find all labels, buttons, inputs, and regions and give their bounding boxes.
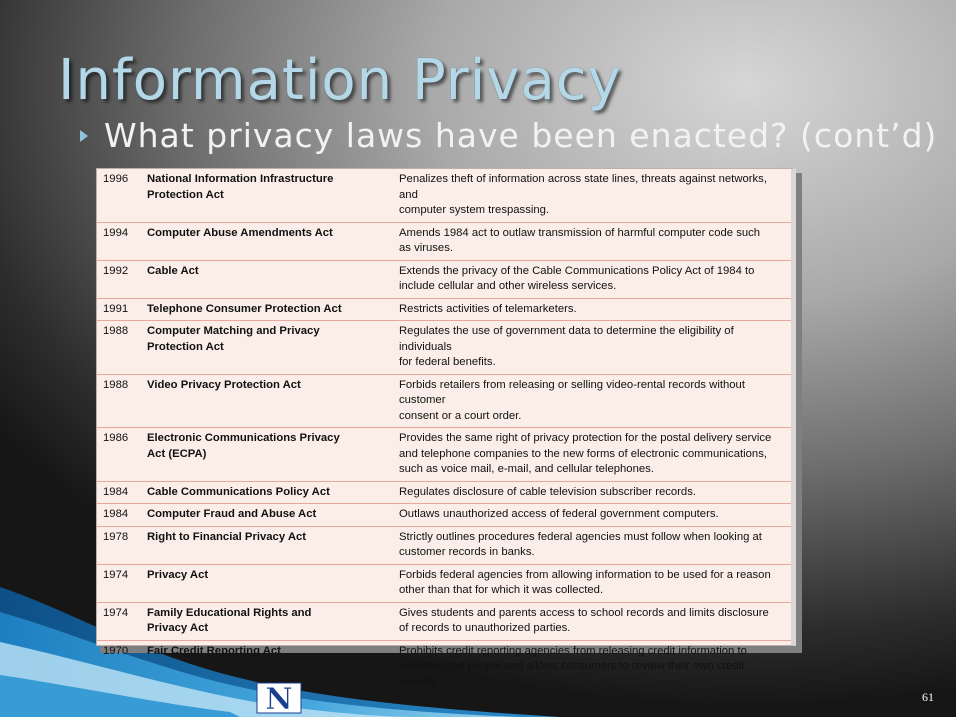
law-description [395, 222, 791, 260]
law-year: 1988 [97, 374, 143, 428]
law-year: 1974 [97, 602, 143, 640]
law-name-line: Computer Matching and Privacy [147, 325, 320, 337]
law-description-line: Forbids retailers from releasing or selling video-rental records without customer [399, 378, 745, 406]
law-description [395, 169, 791, 222]
law-description-line: Restricts activities of telemarketers. [399, 302, 577, 315]
law-name-line: Family Educational Rights and [147, 606, 312, 619]
law-description-line: of records to unauthorized parties. [399, 622, 571, 634]
law-name-line: Privacy Act [147, 568, 209, 581]
table-row [97, 260, 791, 298]
table-row [97, 564, 791, 602]
law-name [143, 504, 395, 527]
law-description-line: as viruses. [399, 242, 453, 254]
law-name-line: Protection Act [147, 188, 224, 201]
law-description-line: Strictly outlines procedures federal agencies must follow when looking at [399, 530, 762, 543]
law-year: 1996 [97, 169, 143, 222]
law-name-line: Cable Act [147, 264, 199, 277]
law-name-line: Act (ECPA) [147, 447, 207, 460]
law-name [143, 260, 395, 298]
law-description [395, 602, 791, 640]
law-description-line: Amends 1984 act to outlaw transmission of harmful computer code such [399, 226, 761, 239]
law-year: 1974 [97, 564, 143, 602]
law-name-line: Privacy Act [147, 622, 209, 634]
law-name-line: Computer Abuse Amendments Act [147, 226, 333, 239]
law-name [143, 602, 395, 640]
law-year: 1991 [97, 298, 143, 321]
law-name [143, 169, 395, 222]
law-name [143, 222, 395, 260]
law-description-line: other than that for which it was collected. [399, 584, 604, 596]
law-description-line: customer records in banks. [399, 546, 535, 558]
law-name [143, 298, 395, 321]
law-description-line: Gives students and parents access to school records and limits disclosure [399, 606, 769, 619]
law-description [395, 260, 791, 298]
law-description-line: such as voice mail, e-mail, and cellular telephones. [399, 463, 654, 475]
law-description-line: Prohibits credit reporting agencies from releasing credit information to [399, 644, 747, 657]
laws-table-body [97, 169, 791, 693]
law-description [395, 428, 791, 482]
table-row [97, 321, 791, 375]
law-description-line: consent or a court order. [399, 409, 522, 422]
table-row [97, 526, 791, 564]
law-name [143, 481, 395, 504]
law-name [143, 428, 395, 482]
bullet-text: What privacy laws have been enacted? (cont’d) [104, 116, 938, 155]
law-description-line: include cellular and other wireless services. [399, 280, 617, 292]
law-description-line: Extends the privacy of the Cable Communications Policy Act of 1984 to [399, 264, 755, 277]
law-name-line: Cable Communications Policy Act [147, 485, 330, 498]
law-description-line: computer system trespassing. [399, 204, 550, 216]
law-name-line: Fair Credit Reporting Act [147, 644, 281, 657]
law-description [395, 564, 791, 602]
law-year: 1986 [97, 428, 143, 482]
bullet-point [80, 116, 937, 155]
law-description-line: Penalizes theft of information across state lines, threats against networks, and [399, 173, 767, 201]
table-row [97, 504, 791, 527]
table-row [97, 428, 791, 482]
law-name [143, 526, 395, 564]
table-row [97, 169, 791, 222]
privacy-laws-table [96, 168, 796, 688]
law-year: 1992 [97, 260, 143, 298]
law-description-line: and telephone companies to the new forms of electronic communications, [399, 447, 767, 460]
law-year: 1984 [97, 481, 143, 504]
table-row [97, 222, 791, 260]
table-row [97, 298, 791, 321]
law-description-line: unauthorized people and allows consumers to review their own credit [399, 660, 745, 672]
law-description-line: Forbids federal agencies from allowing information to be used for a reason [399, 568, 771, 581]
law-name [143, 374, 395, 428]
law-description [395, 504, 791, 527]
law-name [143, 564, 395, 602]
law-description [395, 321, 791, 375]
table-row [97, 640, 791, 693]
law-description-line: records. [399, 675, 440, 688]
law-name-line: Video Privacy Protection Act [147, 378, 301, 391]
law-description [395, 374, 791, 428]
law-name [143, 321, 395, 375]
logo-letter: N [265, 682, 293, 714]
law-year: 1970 [103, 644, 129, 657]
law-description [395, 298, 791, 321]
law-description-line: Regulates disclosure of cable television subscriber records. [399, 485, 697, 498]
law-year: 1984 [97, 504, 143, 527]
law-description [395, 640, 791, 693]
page-number: 61 [922, 690, 934, 704]
law-name-line: National Information Infrastructure [147, 173, 334, 185]
law-name-line: Telephone Consumer Protection Act [147, 302, 342, 315]
table-row [97, 602, 791, 640]
law-description-line: for federal benefits. [399, 356, 496, 368]
law-year: 1994 [97, 222, 143, 260]
law-name-line: Electronic Communications Privacy [147, 432, 340, 444]
law-name-line: Computer Fraud and Abuse Act [147, 508, 317, 520]
bullet-arrow-icon [80, 130, 88, 142]
law-description-line: Regulates the use of government data to determine the eligibility of individuals [399, 325, 734, 353]
table-row [97, 481, 791, 504]
law-year: 1988 [97, 321, 143, 375]
law-name-line: Right to Financial Privacy Act [147, 530, 307, 543]
law-name-line: Protection Act [147, 340, 224, 353]
law-description-line: Outlaws unauthorized access of federal government computers. [399, 508, 719, 520]
university-logo [256, 682, 302, 714]
slide-title: Information Privacy [58, 48, 622, 113]
table-row [97, 374, 791, 428]
law-description [395, 481, 791, 504]
law-description-line: Provides the same right of privacy protection for the postal delivery service [399, 432, 772, 444]
law-year: 1978 [97, 526, 143, 564]
law-description [395, 526, 791, 564]
